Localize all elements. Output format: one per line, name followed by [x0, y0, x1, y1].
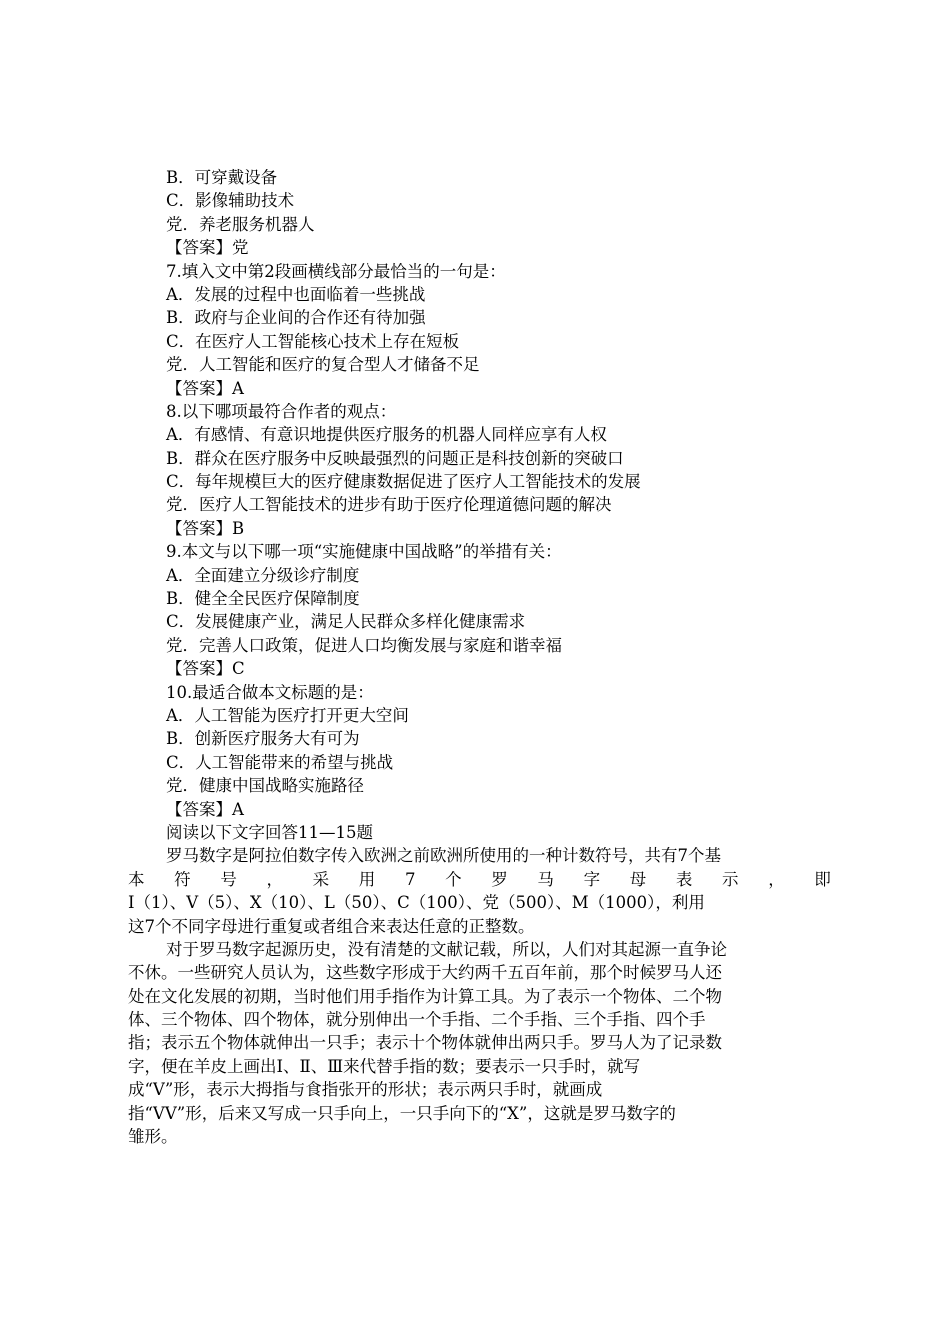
para1-line2 — [128, 868, 831, 891]
option-a-q9: A．全面建立分级诊疗制度 — [166, 565, 360, 585]
para2-line: 不休。一些研究人员认为，这些数字形成于大约两千五百年前，那个时候罗马人还 — [128, 963, 722, 983]
para1-line1: 罗马数字是阿拉伯数字传入欧洲之前欧洲所使用的一种计数符号，共有7个基 — [166, 846, 721, 866]
question-8: 8.以下哪项最符合作者的观点： — [166, 401, 397, 421]
option-b-q6: B．可穿戴设备 — [166, 168, 278, 187]
answer-q8: 【答案】B — [166, 518, 245, 538]
option-d-q6: 党．养老服务机器人 — [166, 214, 315, 234]
para2-line: 对于罗马数字起源历史，没有清楚的文献记载，所以，人们对其起源一直争论 — [166, 939, 727, 959]
option-c-q9: C．发展健康产业，满足人民群众多样化健康需求 — [166, 612, 526, 632]
option-a-q7: A．发展的过程中也面临着一些挑战 — [166, 284, 426, 304]
para1-line2-word: 号 — [220, 869, 237, 889]
document-page — [128, 166, 831, 1148]
para1-line2-word: 即 — [814, 869, 831, 889]
option-d-q7: 党．人工智能和医疗的复合型人才储备不足 — [166, 355, 480, 375]
question-7: 7.填入文中第2段画横线部分最恰当的一句是： — [166, 261, 506, 281]
option-b-q8: B．群众在医疗服务中反映最强烈的问题正是科技创新的突破口 — [166, 448, 624, 468]
question-10: 10.最适合做本文标题的是： — [166, 682, 374, 702]
option-c-q6: C．影像辅助技术 — [166, 191, 295, 211]
option-d-q9: 党．完善人口政策，促进人口均衡发展与家庭和谐幸福 — [166, 635, 562, 655]
para1-line2-word: 7 — [404, 869, 416, 889]
option-b-q10: B．创新医疗服务大有可为 — [166, 729, 360, 749]
reading-instruction: 阅读以下文字回答11—15题 — [166, 822, 373, 842]
para1-line2-word: 表 — [675, 869, 693, 889]
para1-line2-word: ， — [768, 869, 785, 889]
answer-q9: 【答案】C — [166, 659, 245, 679]
para2-line: 雏形。 — [128, 1127, 178, 1147]
para1-line2-word: 母 — [629, 869, 647, 889]
para1-line2-word: 字 — [583, 869, 601, 889]
para2-line: 成“Ⅴ”形，表示大拇指与食指张开的形状；表示两只手时，就画成 — [128, 1080, 603, 1100]
option-a-q10: A．人工智能为医疗打开更大空间 — [166, 705, 409, 725]
answer-q7: 【答案】A — [166, 378, 244, 398]
option-b-q7: B．政府与企业间的合作还有待加强 — [166, 308, 426, 328]
para1-line2-word: 符 — [174, 869, 191, 889]
para1-line2-word: 采 — [312, 869, 330, 889]
para1-line2-word: 马 — [537, 869, 554, 889]
option-d-q8: 党．医疗人工智能技术的进步有助于医疗伦理道德问题的解决 — [166, 495, 612, 515]
option-c-q8: C．每年规模巨大的医疗健康数据促进了医疗人工智能技术的发展 — [166, 472, 641, 492]
answer-q6: 【答案】党 — [166, 238, 249, 258]
option-c-q10: C．人工智能带来的希望与挑战 — [166, 752, 394, 772]
paragraph-roman-numerals-origin — [128, 938, 831, 1149]
para2-line: 指；表示五个物体就伸出一只手；表示十个物体就伸出两只手。罗马人为了记录数 — [128, 1033, 722, 1053]
para1-line4: 这7个不同字母进行重复或者组合来表达任意的正整数。 — [128, 916, 535, 936]
para2-line: 字，便在羊皮上画出Ⅰ、Ⅱ、Ⅲ来代替手指的数；要表示一只手时，就写 — [128, 1056, 641, 1076]
para2-line: 处在文化发展的初期，当时他们用手指作为计算工具。为了表示一个物体、二个物 — [128, 986, 722, 1006]
answer-q10: 【答案】A — [166, 799, 244, 819]
para2-line: 指“ⅤⅤ”形，后来又写成一只手向上，一只手向下的“Ⅹ”，这就是罗马数字的 — [128, 1103, 676, 1123]
option-c-q7: C．在医疗人工智能核心技术上存在短板 — [166, 331, 460, 351]
option-d-q10: 党．健康中国战略实施路径 — [166, 776, 364, 796]
para1-line2-word: ， — [266, 869, 283, 889]
para1-line2-word: 罗 — [491, 869, 508, 889]
para1-line2-word: 本 — [128, 869, 145, 889]
paragraph-roman-numerals-intro — [128, 844, 831, 938]
para1-line2-word: 用 — [358, 869, 376, 889]
para2-line: 体、三个物体、四个物体，就分别伸出一个手指、二个手指、三个手指、四个手 — [128, 1010, 706, 1030]
option-a-q8: A．有感情、有意识地提供医疗服务的机器人同样应享有人权 — [166, 425, 607, 445]
option-b-q9: B．健全全民医疗保障制度 — [166, 589, 360, 609]
question-9: 9.本文与以下哪一项“实施健康中国战略”的举措有关： — [166, 542, 562, 562]
para1-line2-word: 示 — [722, 869, 739, 889]
para1-line3: Ⅰ（1）、Ⅴ（5）、Ⅹ（10）、L（50）、C（100）、党（500）、M（1000），利用 — [128, 893, 705, 913]
para1-line2-word: 个 — [445, 869, 462, 889]
